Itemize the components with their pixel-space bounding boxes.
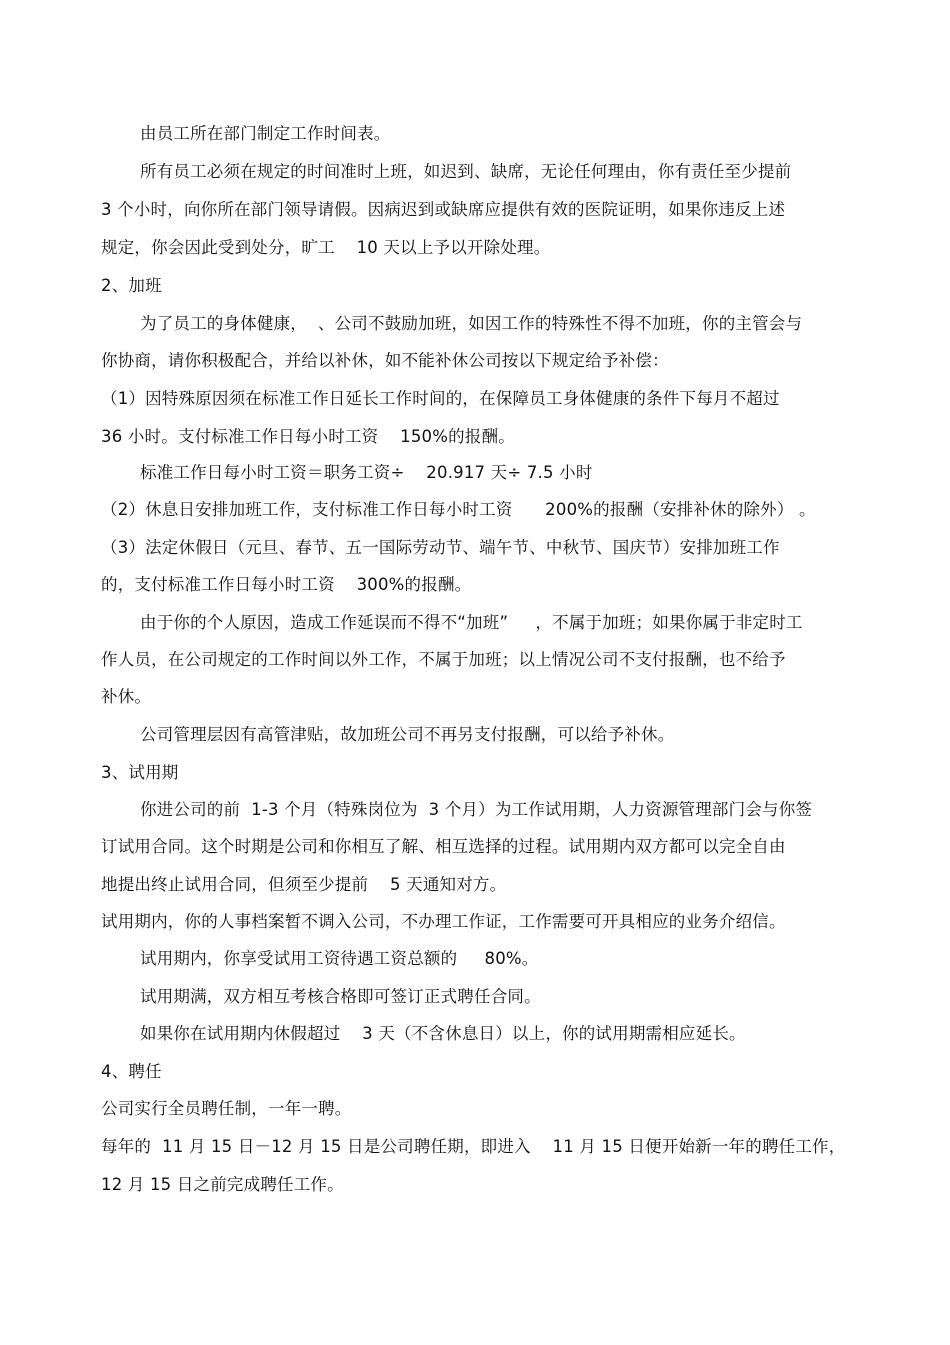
text-line: 12 月 15 日之前完成聘任工作。 — [101, 1175, 344, 1194]
text-line: 的，支付标准工作日每小时工资 300%的报酬。 — [101, 575, 472, 594]
text-line: 所有员工必须在规定的时间准时上班，如迟到、缺席，无论任何理由，你有责任至少提前 — [140, 162, 792, 181]
text-line: 如果你在试用期内休假超过 3 天（不含休息日）以上，你的试用期需相应延长。 — [140, 1024, 746, 1043]
text-line: 订试用合同。这个时期是公司和你相互了解、相互选择的过程。试用期内双方都可以完全自由 — [101, 837, 786, 856]
text-line: 36 小时。支付标准工作日每小时工资 150%的报酬。 — [101, 427, 515, 446]
text-line: 由员工所在部门制定工作时间表。 — [140, 124, 391, 143]
section-heading-appointment: 4、聘任 — [101, 1062, 162, 1081]
text-line: 试用期满，双方相互考核合格即可签订正式聘任合同。 — [140, 987, 541, 1006]
text-line: 作人员，在公司规定的工作时间以外工作，不属于加班；以上情况公司不支付报酬，也不给予 — [101, 650, 786, 669]
text-line: 由于你的个人原因，造成工作延误而不得不“加班” ，不属于加班；如果你属于非定时工 — [140, 613, 803, 632]
text-line: 标准工作日每小时工资＝职务工资÷ 20.917 天÷ 7.5 小时 — [140, 463, 593, 482]
text-line: 规定，你会因此受到处分，旷工 10 天以上予以开除处理。 — [101, 238, 551, 257]
text-line: （2）休息日安排加班工作，支付标准工作日每小时工资 200%的报酬（安排补休的除外） 。 — [101, 500, 816, 519]
text-line: 你进公司的前 1-3 个月（特殊岗位为 3 个月）为工作试用期，人力资源管理部门会与你签 — [140, 800, 813, 819]
text-line: 每年的 11 月 15 日－12 月 15 日是公司聘任期，即进入 11 月 15 日便开始新一年的聘任工作， — [101, 1137, 846, 1156]
text-line: 试用期内，你的人事档案暂不调入公司，不办理工作证，工作需要可开具相应的业务介绍信。 — [101, 912, 786, 931]
text-line: 3 个小时，向你所在部门领导请假。因病迟到或缺席应提供有效的医院证明，如果你违反上述 — [101, 200, 786, 219]
section-heading-probation: 3、试用期 — [101, 763, 179, 782]
text-line: 地提出终止试用合同，但须至少提前 5 天通知对方。 — [101, 875, 507, 894]
text-line: （3）法定休假日（元旦、春节、五一国际劳动节、端午节、中秋节、国庆节）安排加班工作 — [101, 538, 780, 557]
text-line: 试用期内，你享受试用工资待遇工资总额的 80%。 — [140, 949, 539, 968]
text-line: 你协商，请你积极配合，并给以补休，如不能补休公司按以下规定给予补偿： — [101, 351, 669, 370]
text-line: （1）因特殊原因须在标准工作日延长工作时间的，在保障员工身体健康的条件下每月不超过 — [101, 389, 780, 408]
text-line: 补休。 — [101, 687, 152, 706]
text-line: 公司实行全员聘任制，一年一聘。 — [101, 1099, 352, 1118]
text-line: 为了员工的身体健康， 、公司不鼓励加班，如因工作的特殊性不得不加班，你的主管会与 — [140, 314, 803, 333]
section-heading-overtime: 2、加班 — [101, 276, 162, 295]
text-line: 公司管理层因有高管津贴，故加班公司不再另支付报酬，可以给予补休。 — [140, 725, 675, 744]
